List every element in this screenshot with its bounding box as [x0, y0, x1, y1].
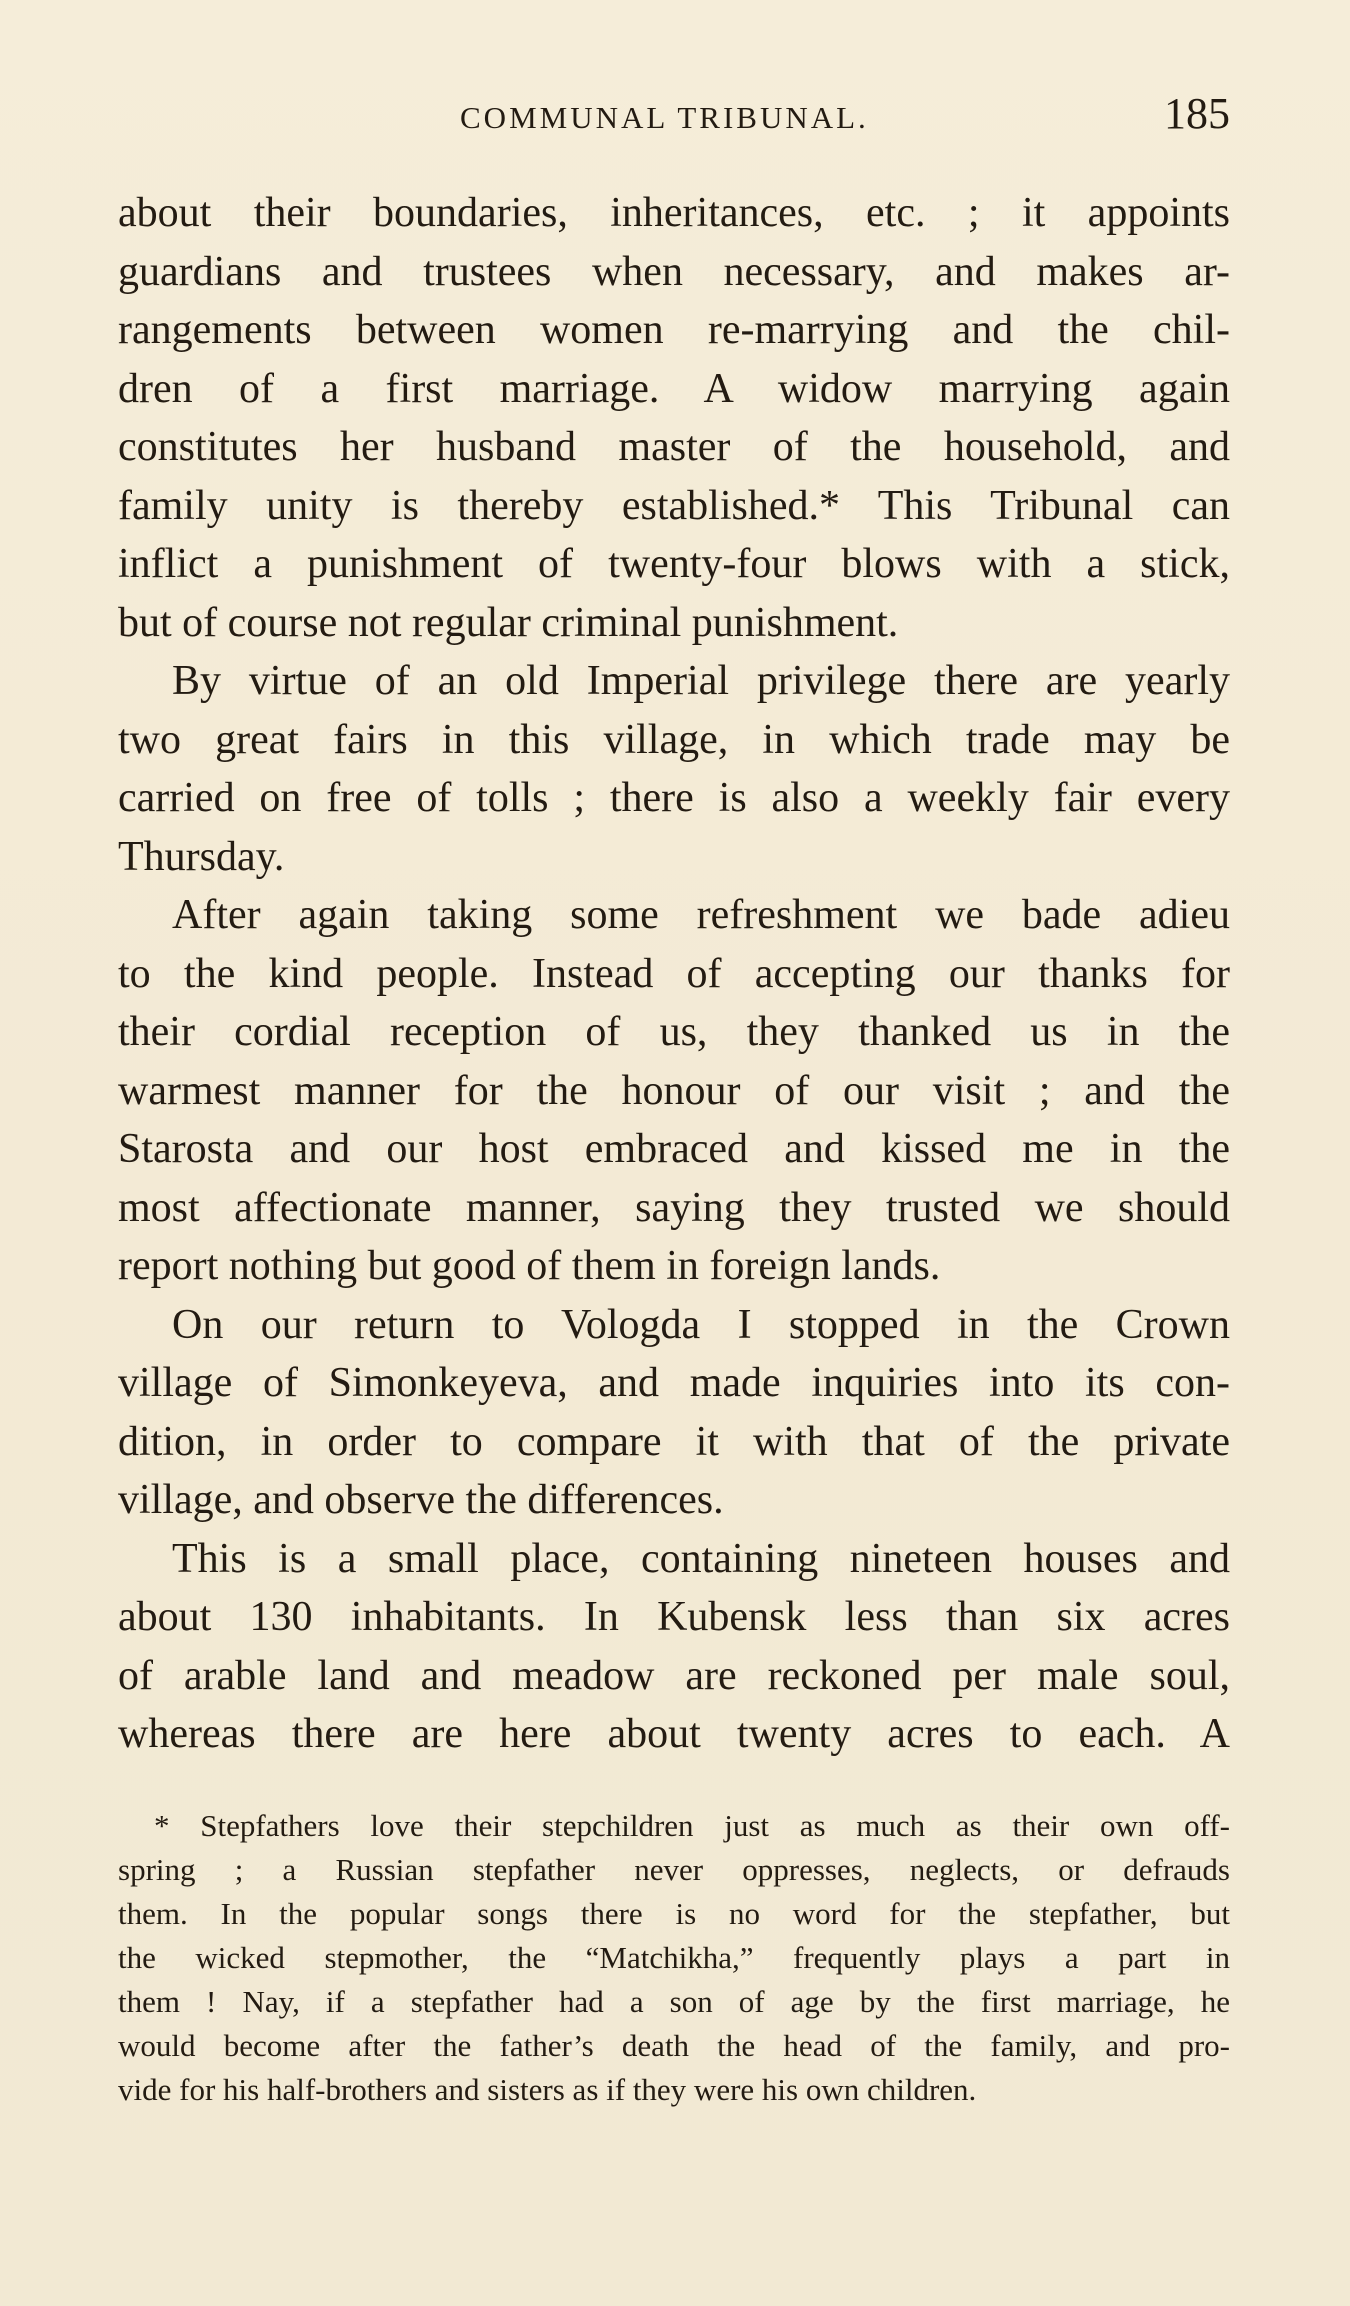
- text-line: but of course not regular criminal punishment.: [118, 599, 899, 646]
- text-line: carried on free of tolls ; there is also a weekly fair every: [118, 775, 1230, 821]
- footnote-line: would become after the father’s death the head of the family, and pro-: [118, 2028, 1230, 2063]
- text-line: to the kind people. Instead of accepting our thanks for: [118, 950, 1230, 997]
- text-line: This is a small place, containing nineteen houses and: [172, 1535, 1230, 1582]
- text-line: village of Simonkeyeva, and made inquiries into its con-: [118, 1360, 1230, 1406]
- text-line: most affectionate manner, saying they trusted we should: [118, 1184, 1230, 1231]
- text-line: constitutes her husband master of the household, and: [118, 424, 1230, 470]
- text-line: family unity is thereby established.* This Tribunal can: [118, 482, 1230, 529]
- footnote-line: vide for his half-brothers and sisters as if they were his own children.: [118, 2072, 977, 2107]
- footnote-line: spring ; a Russian stepfather never oppresses, neglects, or defrauds: [118, 1852, 1230, 1887]
- text-line: inflict a punishment of twenty-four blows with a stick,: [118, 541, 1230, 587]
- text-line: After again taking some refreshment we bade adieu: [172, 892, 1230, 938]
- text-line: Starosta and our host embraced and kissed me in the: [118, 1126, 1230, 1172]
- text-line: Thursday.: [118, 833, 285, 880]
- footnote-line: them ! Nay, if a stepfather had a son of age by the first marriage, he: [118, 1984, 1230, 2019]
- text-line: two great fairs in this village, in which trade may be: [118, 716, 1230, 763]
- footnote-line: * Stepfathers love their stepchildren just as much as their own off-: [154, 1808, 1230, 1843]
- footnote-line: them. In the popular songs there is no word for the stepfather, but: [118, 1896, 1230, 1931]
- text-line: about 130 inhabitants. In Kubensk less than six acres: [118, 1594, 1230, 1640]
- text-line: of arable land and meadow are reckoned per male soul,: [118, 1652, 1230, 1699]
- text-line: report nothing but good of them in foreign lands.: [118, 1243, 941, 1289]
- page-number: 185: [1164, 89, 1230, 138]
- text-line: their cordial reception of us, they thanked us in the: [118, 1009, 1230, 1055]
- text-line: By virtue of an old Imperial privilege there are yearly: [172, 658, 1230, 704]
- footnote-line: the wicked stepmother, the “Matchikha,” frequently plays a part in: [118, 1940, 1230, 1975]
- text-line: On our return to Vologda I stopped in the Crown: [172, 1301, 1230, 1348]
- running-title: COMMUNAL TRIBUNAL.: [460, 100, 869, 135]
- text-line: guardians and trustees when necessary, and makes ar-: [118, 248, 1230, 295]
- text-line: rangements between women re-marrying and the chil-: [118, 307, 1230, 353]
- text-line: warmest manner for the honour of our visit ; and the: [118, 1067, 1230, 1114]
- text-line: dition, in order to compare it with that of the private: [118, 1418, 1230, 1465]
- text-line: dren of a first marriage. A widow marrying again: [118, 365, 1230, 412]
- text-line: village, and observe the differences.: [118, 1477, 724, 1523]
- body-text: [118, 184, 1230, 1764]
- running-head: [120, 88, 1230, 148]
- text-line: whereas there are here about twenty acres to each. A: [118, 1711, 1230, 1757]
- footnote: [118, 1804, 1230, 2112]
- text-line: about their boundaries, inheritances, etc. ; it appoints: [118, 190, 1230, 236]
